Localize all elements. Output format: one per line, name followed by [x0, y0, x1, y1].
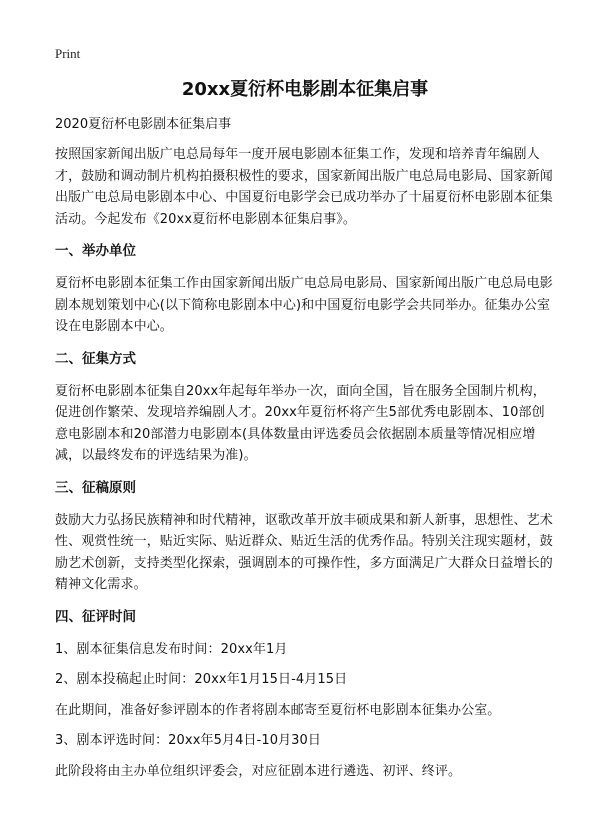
section-paragraph: 夏衍杯电影剧本征集自20xx年起每年举办一次，面向全国，旨在服务全国制片机构，促进创作繁荣、发现培养编剧人才。20xx年夏衍杯将产生5部优秀电影剧本、10部创意电影剧本和20部潜力电影剧本(具体数量由评选委员会依据剧本质量等情况相应增减，以最终发布的评选结果为准)。 — [55, 383, 546, 463]
document-subtitle: 2020夏衍杯电影剧本征集启事 — [55, 117, 232, 132]
section-heading-organizers: 一、举办单位 — [55, 243, 136, 259]
schedule-item: 2、剧本投稿起止时间：20xx年1月15日-4月15日 — [55, 672, 348, 687]
section-heading-principles: 三、征稿原则 — [55, 479, 136, 496]
section-paragraph: 夏衍杯电影剧本征集工作由国家新闻出版广电总局电影局、国家新闻出版广电总局电影剧本规划策划中心(以下简称电影剧本中心)和中国夏衍电影学会共同举办。征集办公室设在电影剧本中心。 — [55, 276, 553, 334]
schedule-note: 此阶段将由主办单位组织评委会，对应征剧本进行遴选、初评、终评。 — [55, 763, 462, 779]
section-paragraph: 鼓励大力弘扬民族精神和时代精神，讴歌改革开放丰硕成果和新人新事，思想性、艺术性、观赏性统一，贴近实际、贴近群众、贴近生活的优秀作品。特别关注现实题材，鼓励艺术创新，支持类型化探索，强调剧本的可操作性，多方面满足广大群众日益增长的精神文化需求。 — [55, 512, 553, 592]
document-title: 20xx夏衍杯电影剧本征集启事 — [181, 79, 429, 100]
schedule-item: 1、剧本征集信息发布时间：20xx年1月 — [55, 641, 288, 657]
intro-paragraph: 按照国家新闻出版广电总局每年一度开展电影剧本征集工作，发现和培养青年编剧人才，鼓励和调动制片机构拍摄积极性的要求，国家新闻出版广电总局电影局、国家新闻出版广电总局电影剧本中心、中国夏衍电影学会已成功举办了十届夏衍杯电影剧本征集活动。今起发布《20xx夏衍杯电影剧本征集启事》。 — [55, 147, 553, 227]
section-heading-schedule: 四、征评时间 — [55, 608, 136, 625]
schedule-item: 3、剧本评选时间：20xx年5月4日-10月30日 — [55, 733, 322, 748]
section-heading-method: 二、征集方式 — [55, 350, 136, 367]
print-link[interactable]: Print — [55, 46, 81, 61]
document-body — [55, 78, 555, 791]
schedule-note: 在此期间，准备好参评剧本的作者将剧本邮寄至夏衍杯电影剧本征集办公室。 — [55, 702, 501, 718]
